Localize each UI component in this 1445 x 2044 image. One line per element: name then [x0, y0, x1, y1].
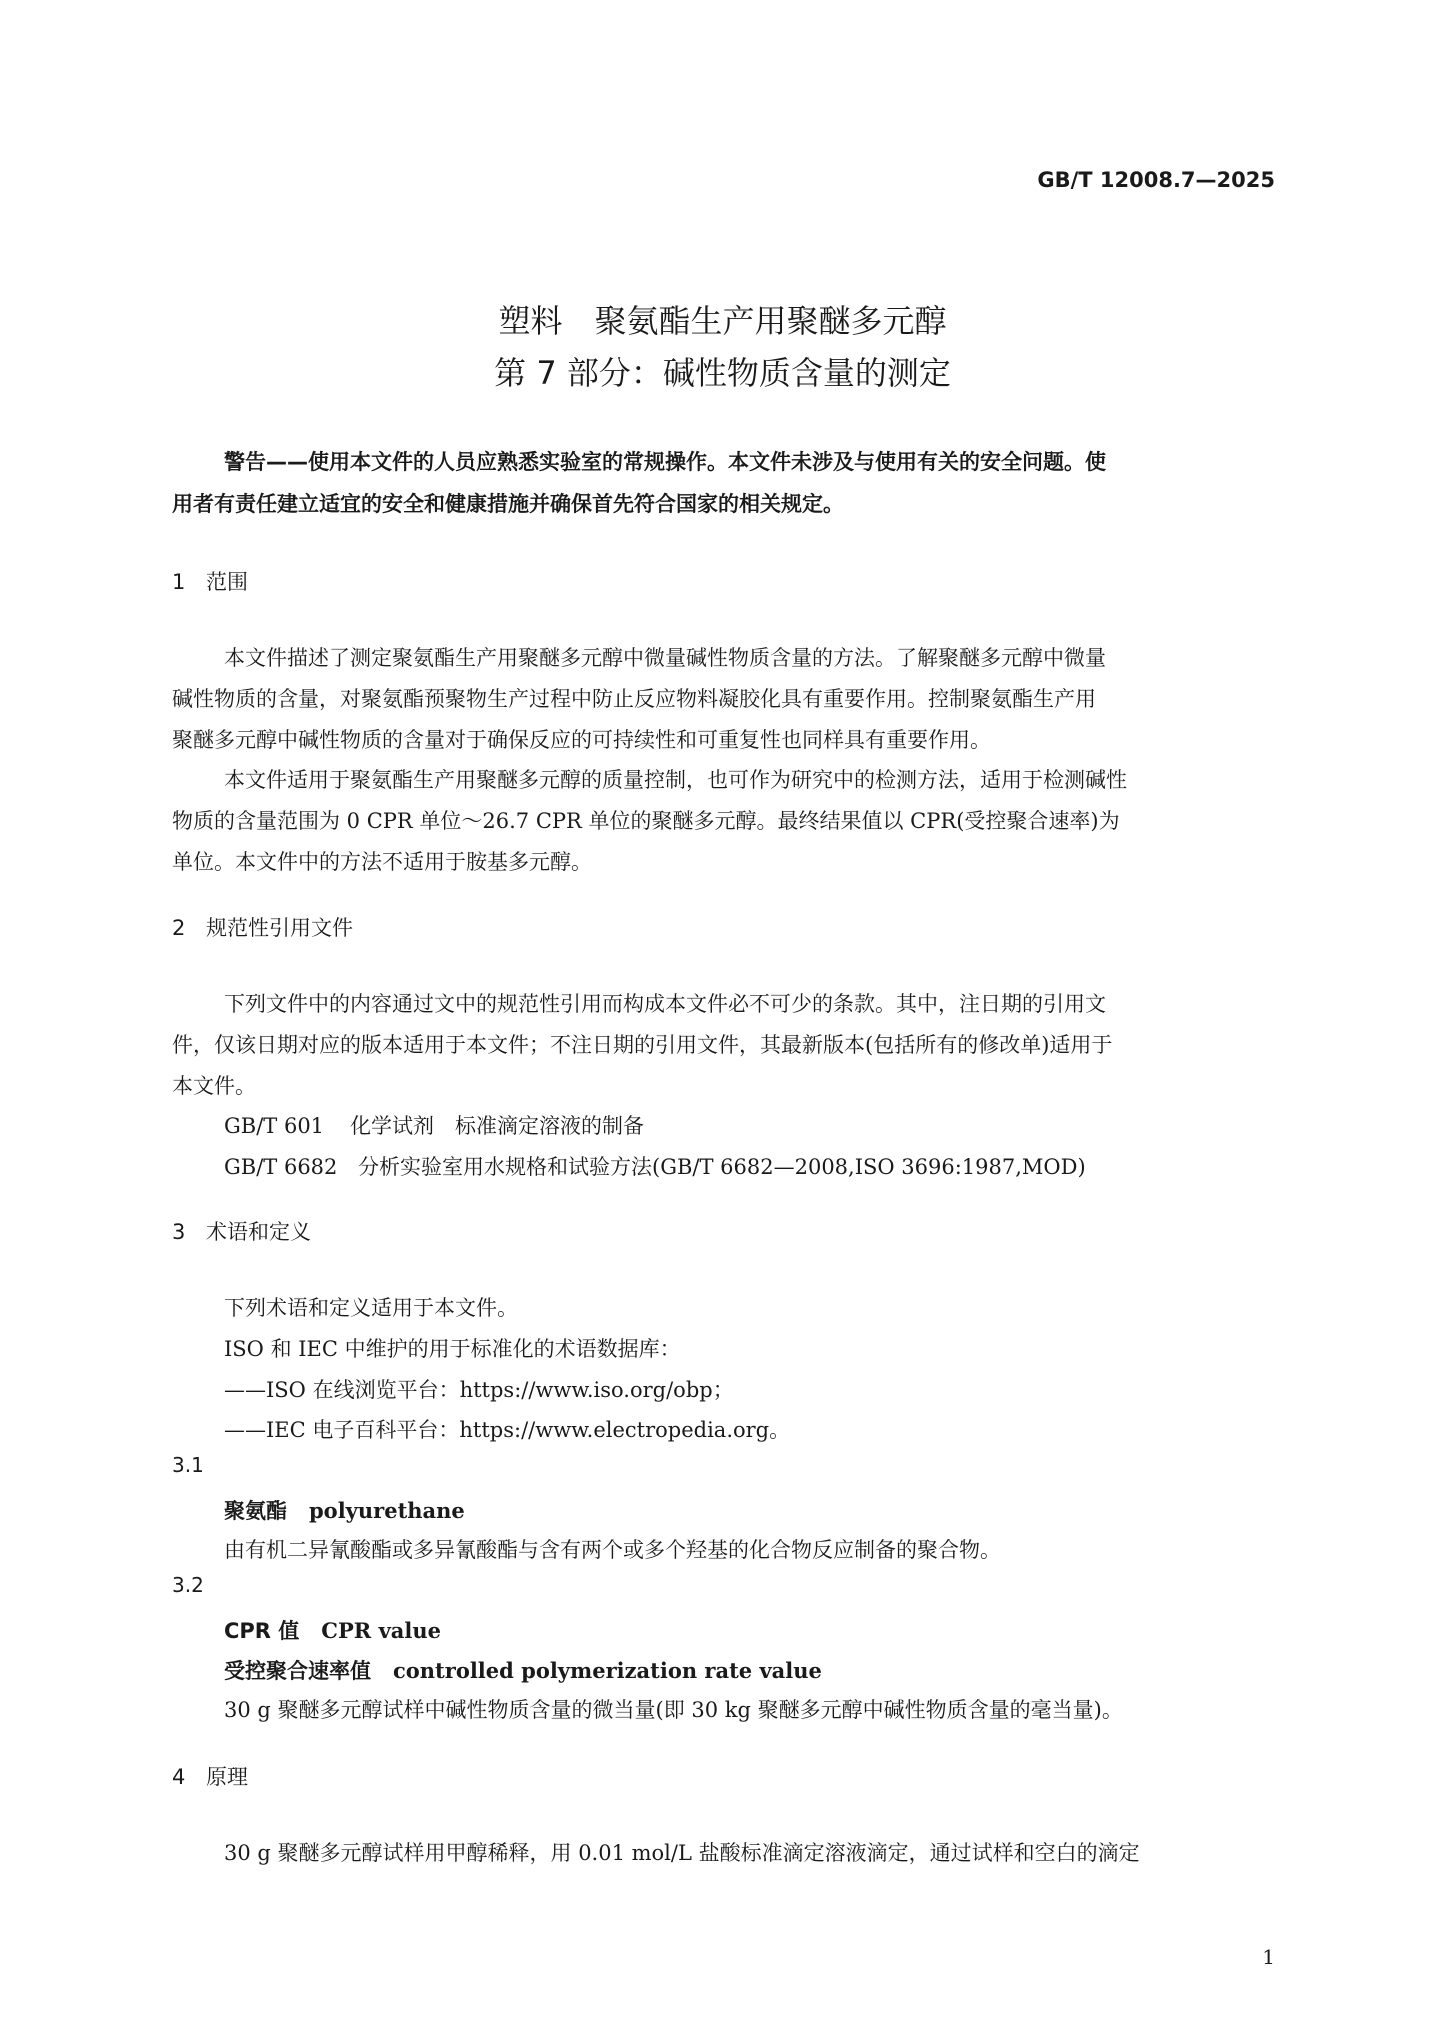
paragraph-line: 物质的含量范围为 0 CPR 单位～26.7 CPR 单位的聚醚多元醇。最终结果值以 CPR(受控聚合速率)为 [172, 809, 1120, 833]
section-number: 1 [172, 570, 186, 594]
term-zh: CPR 值 [224, 1619, 300, 1643]
paragraph-line: 30 g 聚醚多元醇试样用甲醇稀释，用 0.01 mol/L 盐酸标准滴定溶液滴定，通过试样和空白的滴定 [224, 1841, 1140, 1865]
term-zh: 聚氨酯 [224, 1499, 287, 1523]
section-2-heading [172, 912, 353, 942]
title-line-1: 塑料 聚氨酯生产用聚醚多元醇 [498, 302, 947, 340]
paragraph-line: ISO 和 IEC 中维护的用于标准化的术语数据库： [224, 1337, 681, 1361]
reference-code: GB/T 6682 [224, 1155, 338, 1179]
section-title: 规范性引用文件 [206, 916, 353, 940]
paragraph-line: 本文件描述了测定聚氨酯生产用聚醚多元醇中微量碱性物质含量的方法。了解聚醚多元醇中微量 [224, 646, 1106, 670]
term-entry [224, 1490, 465, 1532]
database-item-iso: ——ISO 在线浏览平台：https://www.iso.org/obp； [224, 1378, 734, 1402]
paragraph-line: 下列文件中的内容通过文中的规范性引用而构成本文件必不可少的条款。其中，注日期的引用文 [224, 992, 1106, 1016]
term-en: controlled polymerization rate value [393, 1658, 822, 1683]
reference-code: GB/T 601 [224, 1114, 325, 1138]
section-number: 2 [172, 916, 186, 940]
section-4-heading [172, 1761, 248, 1791]
term-definition: 由有机二异氰酸酯或多异氰酸酯与含有两个或多个羟基的化合物反应制备的聚合物。 [224, 1538, 1001, 1562]
standard-code: GB/T 12008.7—2025 [1037, 168, 1275, 192]
section-title: 术语和定义 [206, 1220, 311, 1244]
normative-reference [224, 1106, 644, 1147]
paragraph-line: 本文件。 [172, 1074, 256, 1098]
section-title: 原理 [206, 1765, 248, 1789]
paragraph-line: 碱性物质的含量，对聚氨酯预聚物生产过程中防止反应物料凝胶化具有重要作用。控制聚氨酯生产用 [172, 687, 1096, 711]
term-number: 3.1 [172, 1453, 204, 1477]
warning-line-1: 警告——使用本文件的人员应熟悉实验室的常规操作。本文件未涉及与使用有关的安全问题。使 [224, 450, 1106, 474]
paragraph-line: 下列术语和定义适用于本文件。 [224, 1296, 518, 1320]
term-number: 3.2 [172, 1573, 204, 1597]
paragraph-line: 件，仅该日期对应的版本适用于本文件；不注日期的引用文件，其最新版本(包括所有的修改单)适用于 [172, 1033, 1113, 1057]
section-number: 4 [172, 1765, 186, 1789]
term-en: CPR value [321, 1618, 441, 1643]
page-number: 1 [1262, 1945, 1275, 1969]
term-definition: 30 g 聚醚多元醇试样中碱性物质含量的微当量(即 30 kg 聚醚多元醇中碱性物质含量的毫当量)。 [224, 1698, 1123, 1722]
term-entry [224, 1610, 441, 1652]
section-3-heading [172, 1216, 311, 1246]
normative-reference [224, 1147, 1086, 1188]
section-title: 范围 [206, 570, 248, 594]
paragraph-line: 聚醚多元醇中碱性物质的含量对于确保反应的可持续性和可重复性也同样具有重要作用。 [172, 728, 991, 752]
paragraph-line: 单位。本文件中的方法不适用于胺基多元醇。 [172, 850, 592, 874]
reference-title: 化学试剂 标准滴定溶液的制备 [350, 1114, 644, 1138]
title-line-2: 第 7 部分：碱性物质含量的测定 [494, 354, 951, 392]
section-1-heading [172, 566, 248, 596]
reference-title: 分析实验室用水规格和试验方法(GB/T 6682—2008,ISO 3696:1987,MOD) [358, 1155, 1086, 1179]
warning-line-2: 用者有责任建立适宜的安全和健康措施并确保首先符合国家的相关规定。 [172, 492, 844, 516]
database-item-iec: ——IEC 电子百科平台：https://www.electropedia.org。 [224, 1418, 791, 1442]
paragraph-line: 本文件适用于聚氨酯生产用聚醚多元醇的质量控制，也可作为研究中的检测方法，适用于检测碱性 [224, 768, 1127, 792]
section-number: 3 [172, 1220, 186, 1244]
term-zh: 受控聚合速率值 [224, 1659, 371, 1683]
term-en: polyurethane [309, 1498, 465, 1523]
term-entry [224, 1650, 822, 1692]
